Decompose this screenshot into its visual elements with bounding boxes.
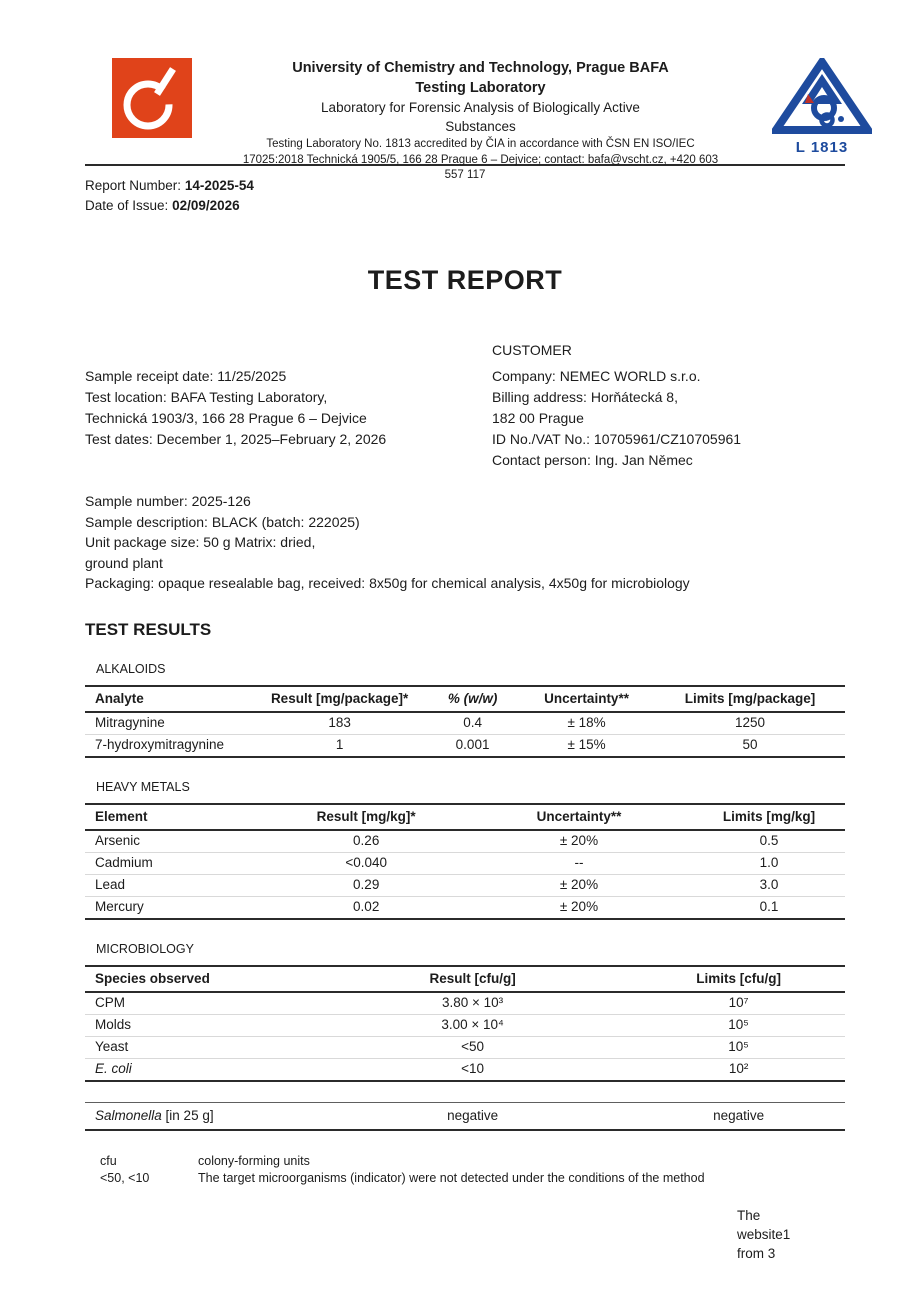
result-cell: <50 bbox=[313, 1036, 632, 1058]
footnote-definition: colony-forming units bbox=[198, 1153, 310, 1168]
table-row bbox=[85, 896, 845, 919]
header bbox=[85, 58, 849, 168]
uncertainty-cell: ± 20% bbox=[465, 896, 693, 919]
column-header: % (w/w) bbox=[427, 686, 518, 712]
uncertainty-cell: ± 20% bbox=[465, 874, 693, 896]
salmonella-qualifier: [in 25 g] bbox=[161, 1107, 214, 1123]
table-row bbox=[85, 852, 845, 874]
page-footer bbox=[737, 1206, 790, 1263]
percent-cell: 0.4 bbox=[463, 715, 482, 730]
table-row bbox=[85, 1058, 845, 1081]
limit-cell: 10⁷ bbox=[728, 995, 749, 1010]
result-cell: negative bbox=[447, 1107, 499, 1123]
accreditation-line2: 17025:2018 Technická 1905/5, 166 28 Prague 6 – Dejvice; contact: bafa@vscht.cz, +420 603 bbox=[242, 154, 719, 166]
column-header: Limits [cfu/g] bbox=[632, 966, 845, 992]
microbiology-label: MICROBIOLOGY bbox=[96, 941, 194, 956]
uncertainty-cell: -- bbox=[465, 852, 693, 874]
result-cell: 3.80 × 10³ bbox=[442, 995, 504, 1010]
species-cell bbox=[85, 1102, 313, 1130]
sample-packaging: Packaging: opaque resealable bag, received: 8x50g for chemical analysis, 4x50g for microbiology bbox=[85, 575, 690, 591]
table-row bbox=[85, 1014, 845, 1036]
cia-accreditation-number: L 1813 bbox=[795, 139, 849, 156]
analyte-cell: 7-hydroxymitragynine bbox=[85, 734, 252, 757]
table-row bbox=[85, 874, 845, 896]
footnote-row bbox=[85, 1170, 845, 1188]
table-row bbox=[85, 712, 845, 735]
date-of-issue-label: Date of Issue: bbox=[85, 198, 169, 213]
salmonella-species: Salmonella bbox=[95, 1107, 162, 1123]
result-cell: <10 bbox=[313, 1058, 632, 1081]
footer-line: The bbox=[737, 1208, 761, 1223]
lab-name-line1: Laboratory for Forensic Analysis of Biologically Active bbox=[321, 100, 640, 115]
test-location: Test location: BAFA Testing Laboratory, bbox=[85, 389, 328, 405]
column-header: Limits [mg/package] bbox=[655, 686, 845, 712]
report-number-label: Report Number: bbox=[85, 178, 182, 193]
microbiology-table bbox=[85, 965, 845, 1082]
column-header: Limits [mg/kg] bbox=[693, 804, 845, 830]
alkaloids-table bbox=[85, 685, 845, 758]
salmonella-table bbox=[85, 1102, 845, 1131]
result-cell: 1 bbox=[252, 734, 427, 757]
header-meta bbox=[85, 166, 845, 222]
column-header: Analyte bbox=[85, 686, 252, 712]
table-header-row bbox=[85, 804, 845, 830]
table-row bbox=[85, 734, 845, 757]
alkaloids-label: ALKALOIDS bbox=[96, 661, 166, 676]
species-cell: E. coli bbox=[85, 1058, 313, 1081]
footnote-row bbox=[85, 1153, 845, 1171]
element-cell: Arsenic bbox=[95, 833, 141, 848]
result-cell: <0.040 bbox=[267, 852, 465, 874]
limit-cell: 0.5 bbox=[759, 833, 779, 848]
report-number-value: 14-2025-54 bbox=[184, 178, 254, 193]
limit-cell: 10⁵ bbox=[632, 1036, 845, 1058]
limit-cell: 3.0 bbox=[693, 874, 845, 896]
element-cell: Mercury bbox=[85, 896, 267, 919]
table-row bbox=[85, 830, 845, 853]
results-heading: TEST RESULTS bbox=[85, 619, 212, 639]
footnote-term: <50, <10 bbox=[100, 1171, 150, 1185]
cia-triangle-icon bbox=[772, 58, 872, 136]
accreditation-line1: Testing Laboratory No. 1813 accredited by ČIA in accordance with ČSN EN ISO/IEC bbox=[266, 138, 695, 150]
lab-name-line2: Substances bbox=[445, 119, 516, 134]
sample-package: Unit package size: 50 g Matrix: dried, bbox=[85, 534, 316, 550]
table-row bbox=[85, 992, 845, 1015]
customer-company: Company: NEMEC WORLD s.r.o. bbox=[492, 368, 701, 384]
heavy-metals-table bbox=[85, 803, 845, 920]
date-of-issue-value: 02/09/2026 bbox=[172, 198, 240, 213]
column-header: Uncertainty** bbox=[518, 686, 655, 712]
column-header: Result [cfu/g] bbox=[313, 966, 632, 992]
result-cell: 0.26 bbox=[353, 833, 380, 848]
element-cell: Lead bbox=[85, 874, 267, 896]
page-title: TEST REPORT bbox=[367, 265, 563, 295]
uncertainty-cell: ± 20% bbox=[559, 833, 599, 848]
table-header-row bbox=[85, 686, 845, 712]
org-subtitle: Testing Laboratory bbox=[415, 80, 546, 96]
sample-description: Sample description: BLACK (batch: 222025) bbox=[85, 513, 360, 530]
sample-matrix: ground plant bbox=[85, 554, 163, 571]
footnote-term: cfu bbox=[100, 1153, 117, 1168]
species-cell: Molds bbox=[85, 1014, 313, 1036]
limit-cell: 0.1 bbox=[693, 896, 845, 919]
percent-cell: 0.001 bbox=[427, 734, 518, 757]
limit-cell: 50 bbox=[655, 734, 845, 757]
phone-continuation: 557 117 bbox=[444, 169, 486, 181]
species-cell: CPM bbox=[95, 995, 125, 1010]
org-name: University of Chemistry and Technology, Prague BAFA bbox=[292, 60, 669, 76]
species-cell: Yeast bbox=[85, 1036, 313, 1058]
uct-flask-icon bbox=[112, 58, 192, 138]
result-cell: 3.00 × 10⁴ bbox=[313, 1014, 632, 1036]
customer-address2: 182 00 Prague bbox=[492, 410, 584, 426]
sample-description-block bbox=[85, 491, 845, 594]
column-header: Element bbox=[85, 804, 267, 830]
element-cell: Cadmium bbox=[85, 852, 267, 874]
cia-accreditation-logo bbox=[769, 58, 875, 156]
customer-address1: Billing address: Horňátecká 8, bbox=[492, 389, 678, 405]
test-dates: Test dates: December 1, 2025–February 2, 2026 bbox=[85, 431, 387, 447]
result-cell: 0.29 bbox=[267, 874, 465, 896]
test-location-addr: Technická 1903/3, 166 28 Prague 6 – Dejvice bbox=[85, 410, 367, 426]
limit-cell: negative bbox=[713, 1107, 765, 1123]
limit-cell: 10⁵ bbox=[632, 1014, 845, 1036]
column-header: Result [mg/kg]* bbox=[267, 804, 465, 830]
column-header: Species observed bbox=[85, 966, 313, 992]
sample-info bbox=[85, 366, 492, 471]
date-of-issue-line bbox=[85, 196, 845, 216]
uncertainty-cell: ± 18% bbox=[567, 715, 606, 730]
sample-receipt-date: Sample receipt date: 11/25/2025 bbox=[85, 368, 287, 384]
result-cell: 0.02 bbox=[267, 896, 465, 919]
column-header: Result [mg/package]* bbox=[252, 686, 427, 712]
column-header: Uncertainty** bbox=[465, 804, 693, 830]
footer-line: from 3 bbox=[737, 1246, 776, 1261]
footer-line: website1 bbox=[737, 1227, 791, 1242]
customer-contact: Contact person: Ing. Jan Němec bbox=[492, 452, 693, 468]
table-row bbox=[85, 1036, 845, 1058]
customer-info bbox=[492, 340, 845, 471]
limit-cell: 10² bbox=[632, 1058, 845, 1081]
uncertainty-cell: ± 15% bbox=[518, 734, 655, 757]
header-text bbox=[192, 58, 769, 168]
limit-cell: 1250 bbox=[734, 715, 765, 730]
footnotes bbox=[85, 1153, 845, 1188]
table-header-row bbox=[85, 966, 845, 992]
footnote-definition: The target microorganisms (indicator) were not detected under the conditions of the method bbox=[198, 1171, 705, 1185]
result-cell: 183 bbox=[328, 715, 351, 730]
uct-logo bbox=[112, 58, 192, 138]
table-row bbox=[85, 1102, 845, 1130]
info-section bbox=[85, 340, 845, 471]
customer-vat: ID No./VAT No.: 10705961/CZ10705961 bbox=[492, 431, 742, 447]
analyte-cell: Mitragynine bbox=[95, 715, 165, 730]
sample-number: Sample number: 2025-126 bbox=[85, 493, 251, 509]
limit-cell: 1.0 bbox=[693, 852, 845, 874]
heavy-metals-label: HEAVY METALS bbox=[96, 779, 190, 794]
customer-heading: CUSTOMER bbox=[492, 342, 572, 358]
